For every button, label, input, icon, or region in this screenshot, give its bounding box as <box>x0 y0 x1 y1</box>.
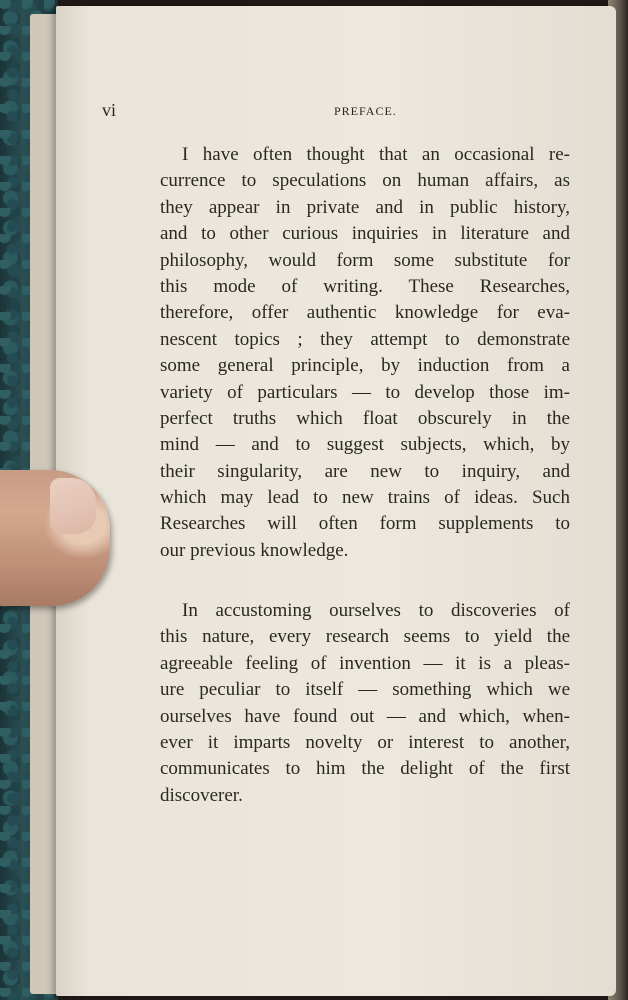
text-line: their singularity, are new to inquiry, and <box>160 460 570 482</box>
text-line: perfect truths which float obscurely in the <box>160 407 570 429</box>
text-line: philosophy, would form some substitute for <box>160 249 570 271</box>
text-line: which may lead to new trains of ideas. Such <box>160 487 570 509</box>
text-line: some general principle, by induction from a <box>160 355 570 377</box>
text-line: communicates to him the delight of the first <box>160 758 570 780</box>
running-head: PREFACE. <box>334 104 397 118</box>
text-line: In accustoming ourselves to discoveries of <box>182 600 570 621</box>
text-line: this nature, every research seems to yield the <box>160 626 570 648</box>
text-line: ever it imparts novelty or interest to another, <box>160 731 570 753</box>
text-line: variety of particulars — to develop those im- <box>160 381 570 403</box>
text-line: and to other curious inquiries in literature and <box>160 223 570 245</box>
text-line: our previous knowledge. <box>160 539 349 561</box>
text-line: agreeable feeling of invention — it is a pleas- <box>160 652 570 674</box>
text-line: Researches will often form supplements to <box>160 513 570 535</box>
thumb <box>0 470 110 606</box>
page-number: vi <box>102 100 117 120</box>
text-line: currence to speculations on human affairs, as <box>160 170 570 192</box>
text-line: ourselves have found out — and which, when- <box>160 705 570 727</box>
text-line: therefore, offer authentic knowledge for eva- <box>160 302 570 324</box>
text-line: discoverer. <box>160 784 243 806</box>
text-line: this mode of writing. These Researches, <box>160 275 570 297</box>
paragraph-2 <box>160 598 570 809</box>
text-line: they appear in private and in public history, <box>160 196 570 218</box>
text-line: mind — and to suggest subjects, which, by <box>160 434 570 456</box>
text-line: ure peculiar to itself — something which we <box>160 679 570 701</box>
text-line: I have often thought that an occasional re- <box>182 144 570 165</box>
thumbnail <box>50 478 96 534</box>
text-line: nescent topics ; they attempt to demonstrate <box>160 328 570 350</box>
paragraph-1 <box>160 142 570 564</box>
